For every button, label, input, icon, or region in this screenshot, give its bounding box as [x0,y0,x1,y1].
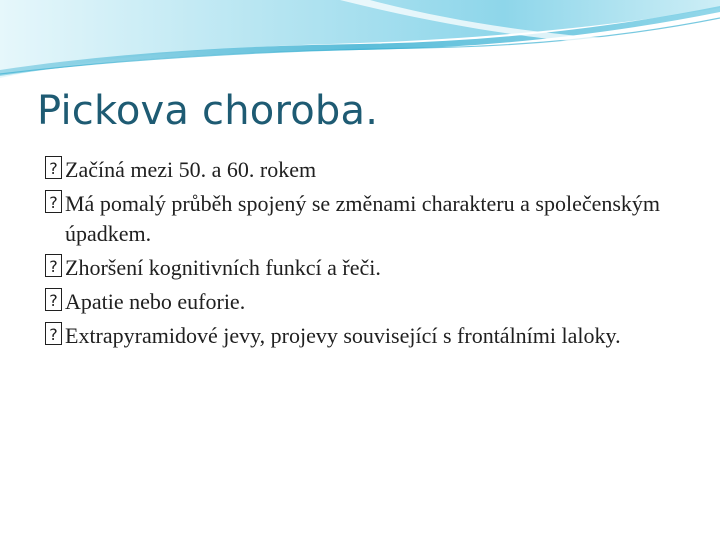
bullet-text: Začíná mezi 50. a 60. rokem [65,157,317,182]
bullet-marker-icon: ? [45,254,62,277]
bullet-item [45,321,695,351]
bullet-list [45,155,695,355]
bullet-item [45,155,695,185]
bullet-item [45,253,695,283]
bullet-marker-icon: ? [45,322,62,345]
bullet-text: Zhoršení kognitivních funkcí a řeči. [65,255,381,280]
bullet-item [45,189,695,249]
bullet-marker-icon: ? [45,288,62,311]
bullet-text: Má pomalý průběh spojený se změnami charakteru a společenským úpadkem. [65,191,661,246]
bullet-marker-icon: ? [45,190,62,213]
bullet-item [45,287,695,317]
bullet-text: Apatie nebo euforie. [65,289,246,314]
slide-title: Pickova choroba. [37,88,379,134]
bullet-text: Extrapyramidové jevy, projevy související s frontálními laloky. [65,323,621,348]
header-wave-decoration [0,0,720,90]
bullet-marker-icon: ? [45,156,62,179]
